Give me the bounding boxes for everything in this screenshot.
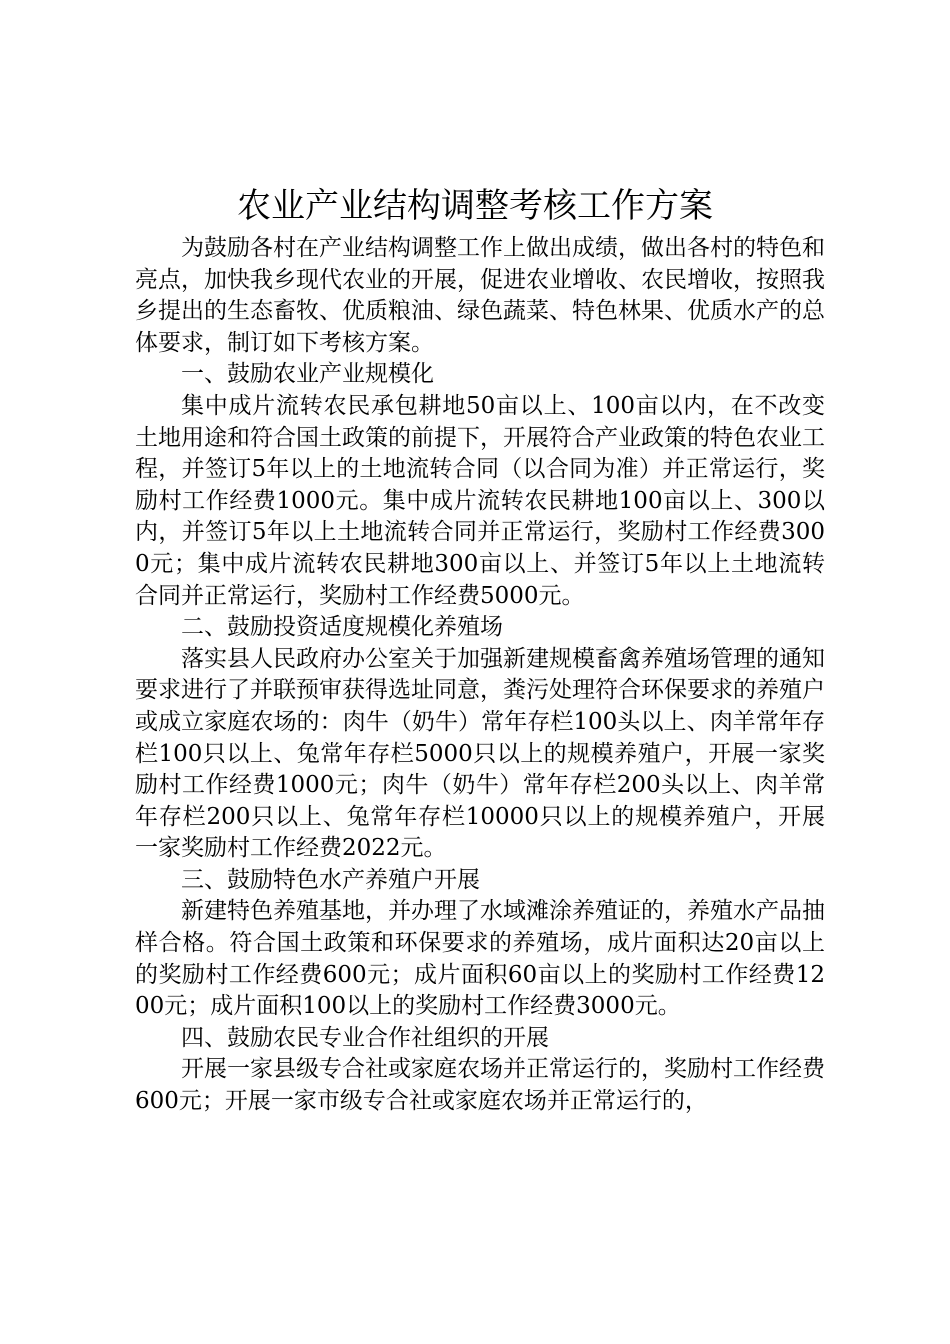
intro-paragraph: 为鼓励各村在产业结构调整工作上做出成绩，做出各村的特色和亮点，加快我乡现代农业的开展，促进农业增收、农民增收，按照我乡提出的生态畜牧、优质粮油、绿色蔬菜、特色林果、优质水产的总体要求，制订如下考核方案。: [135, 235, 825, 356]
document-body: [135, 233, 825, 1118]
section-1-paragraph: 集中成片流转农民承包耕地50亩以上、100亩以内，在不改变土地用途和符合国土政策的前提下，开展符合产业政策的特色农业工程，并签订5年以上的土地流转合同（以合同为准）并正常运行，奖励村工作经费1000元。集中成片流转农民耕地100亩以上、300以内，并签订5年以上土地流转合同并正常运行，奖励村工作经费3000元；集中成片流转农民耕地300亩以上、并签订5年以上土地流转合同并正常运行，奖励村工作经费5000元。: [135, 392, 825, 609]
section-4-paragraph: 开展一家县级专合社或家庭农场并正常运行的，奖励村工作经费600元；开展一家市级专合社或家庭农场并正常运行的，: [135, 1056, 825, 1115]
section-heading-4: 四、鼓励农民专业合作社组织的开展: [181, 1024, 549, 1051]
section-heading-1: 一、鼓励农业产业规模化: [181, 361, 434, 388]
document-title: 农业产业结构调整考核工作方案: [237, 186, 713, 226]
section-3-paragraph: 新建特色养殖基地，并办理了水域滩涂养殖证的，养殖水产品抽样合格。符合国土政策和环保要求的养殖场，成片面积达20亩以上的奖励村工作经费600元；成片面积60亩以上的奖励村工作经费1200元；成片面积100以上的奖励村工作经费3000元。: [135, 898, 825, 1020]
section-heading-2: 二、鼓励投资适度规模化养殖场: [181, 614, 503, 641]
section-heading-3: 三、鼓励特色水产养殖户开展: [181, 866, 480, 893]
section-2-paragraph: 落实县人民政府办公室关于加强新建规模畜禽养殖场管理的通知要求进行了并联预审获得选址同意，粪污处理符合环保要求的养殖户或成立家庭农场的：肉牛（奶牛）常年存栏100头以上、肉羊常年存栏100只以上、兔常年存栏5000只以上的规模养殖户，开展一家奖励村工作经费1000元；肉牛（奶牛）常年存栏200头以上、肉羊常年存栏200只以上、兔常年存栏10000只以上的规模养殖户，开展一家奖励村工作经费2022元。: [135, 645, 825, 862]
